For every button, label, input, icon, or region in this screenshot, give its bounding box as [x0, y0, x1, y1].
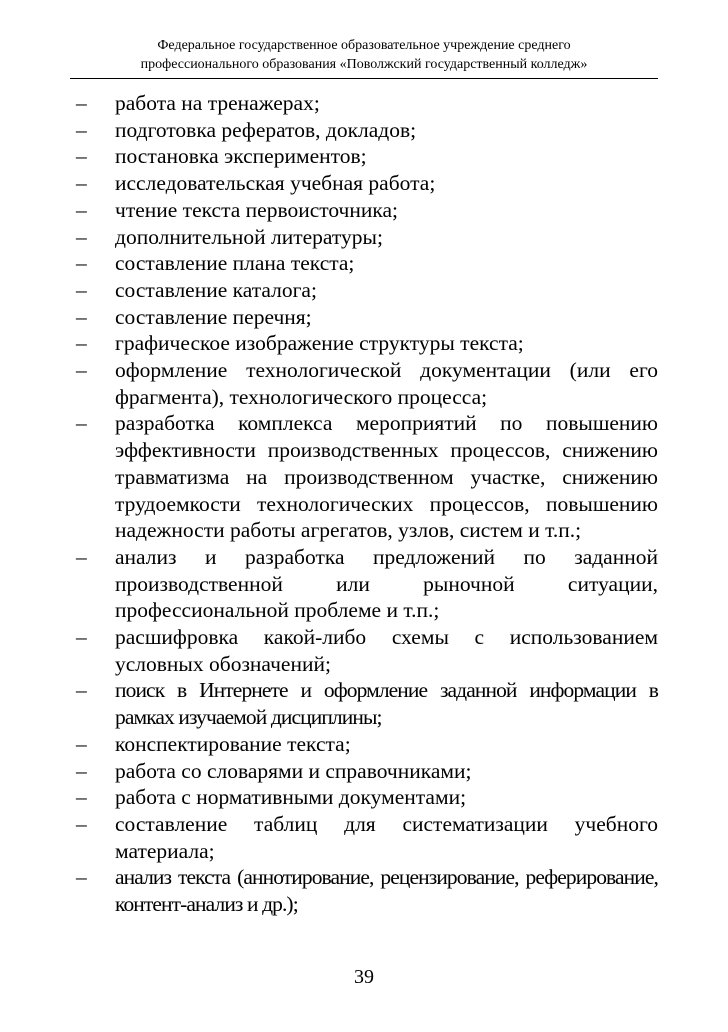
- list-item: [76, 624, 658, 677]
- list-item-text: оформление технологической документации (или его фрагмента), технологического процесса;: [115, 358, 658, 409]
- list-item-text: постановка экспериментов;: [115, 144, 367, 169]
- list-item: [76, 304, 658, 331]
- dash-bullet: –: [76, 224, 87, 249]
- page-number: 39: [354, 966, 374, 988]
- list-item: [76, 784, 658, 811]
- dash-bullet: –: [76, 171, 87, 196]
- list-item-text: графическое изображение структуры текста;: [115, 331, 524, 356]
- list-item: [76, 224, 658, 251]
- dash-bullet: –: [76, 811, 87, 836]
- list-item-text: разработка комплекса мероприятий по повышению эффективности производственных процессов, снижению травматизма на производственном участке, снижению трудоемкости технологических процессов, повышению надежности работы агрегатов, узлов, систем и т.п.;: [115, 411, 658, 543]
- header-line-2: профессионального образования «Поволжский государственный колледж»: [140, 57, 588, 72]
- list-item-text: работа на тренажерах;: [115, 91, 320, 115]
- list-item-text: подготовка рефератов, докладов;: [115, 117, 417, 142]
- list-item: [76, 197, 658, 224]
- dash-bullet: –: [76, 411, 87, 436]
- dash-bullet: –: [76, 197, 87, 222]
- dash-bullet: –: [76, 251, 87, 276]
- header-divider: [70, 78, 658, 79]
- dash-bullet: –: [76, 331, 87, 356]
- dash-bullet: –: [76, 117, 87, 142]
- list-item: [76, 277, 658, 304]
- list-item: [76, 170, 658, 197]
- dash-bullet: –: [76, 625, 87, 650]
- dash-bullet: –: [76, 758, 87, 783]
- dash-bullet: –: [76, 144, 87, 169]
- dash-bullet: –: [76, 678, 87, 703]
- list-item: [76, 117, 658, 144]
- list-item-text: конспектирование текста;: [115, 731, 351, 756]
- list-item: [76, 250, 658, 277]
- list-item: [76, 811, 658, 864]
- list-item: [76, 731, 658, 758]
- dash-bullet: –: [76, 277, 87, 302]
- list-item: [76, 410, 658, 544]
- dash-bullet: –: [76, 544, 87, 569]
- list-item-text: поиск в Интернете и оформление заданной информации в рамках изучаемой дисциплины;: [115, 678, 658, 730]
- list-item: [76, 864, 658, 917]
- list-item-text: исследовательская учебная работа;: [115, 171, 436, 196]
- list-item-text: составление таблиц для систематизации учебного материала;: [115, 811, 658, 863]
- list-item-text: чтение текста первоисточника;: [115, 197, 399, 222]
- running-header: [70, 36, 658, 74]
- list-item-text: работа со словарями и справочниками;: [115, 758, 472, 783]
- list-item: [76, 143, 658, 170]
- dash-bullet: –: [76, 358, 87, 383]
- list-item-text: составление плана текста;: [115, 251, 355, 276]
- list-item: [76, 330, 658, 357]
- dash-bullet: –: [76, 91, 87, 115]
- header-line-1: Федеральное государственное образовательное учреждение среднего: [157, 38, 571, 53]
- list-item: [76, 357, 658, 410]
- list-item-text: расшифровка какой-либо схемы с использованием условных обозначений;: [115, 625, 658, 676]
- dash-bullet: –: [76, 865, 87, 890]
- list-item: [76, 544, 658, 624]
- list-item: [76, 90, 658, 117]
- dash-bullet: –: [76, 785, 87, 810]
- list-item-text: работа с нормативными документами;: [115, 785, 467, 810]
- list-item: [76, 758, 658, 785]
- dash-bullet: –: [76, 731, 87, 756]
- list-item-text: составление каталога;: [115, 277, 317, 302]
- list-item: [76, 677, 658, 730]
- list-item-text: анализ и разработка предложений по заданной производственной или рыночной ситуации, профессиональной проблеме и т.п.;: [115, 544, 658, 623]
- dash-bullet: –: [76, 304, 87, 329]
- bullet-list: [76, 90, 658, 918]
- list-item-text: анализ текста (аннотирование, рецензирование, реферирование, контент-анализ и др.);: [115, 865, 658, 917]
- list-item-text: дополнительной литературы;: [115, 224, 383, 249]
- list-item-text: составление перечня;: [115, 304, 312, 329]
